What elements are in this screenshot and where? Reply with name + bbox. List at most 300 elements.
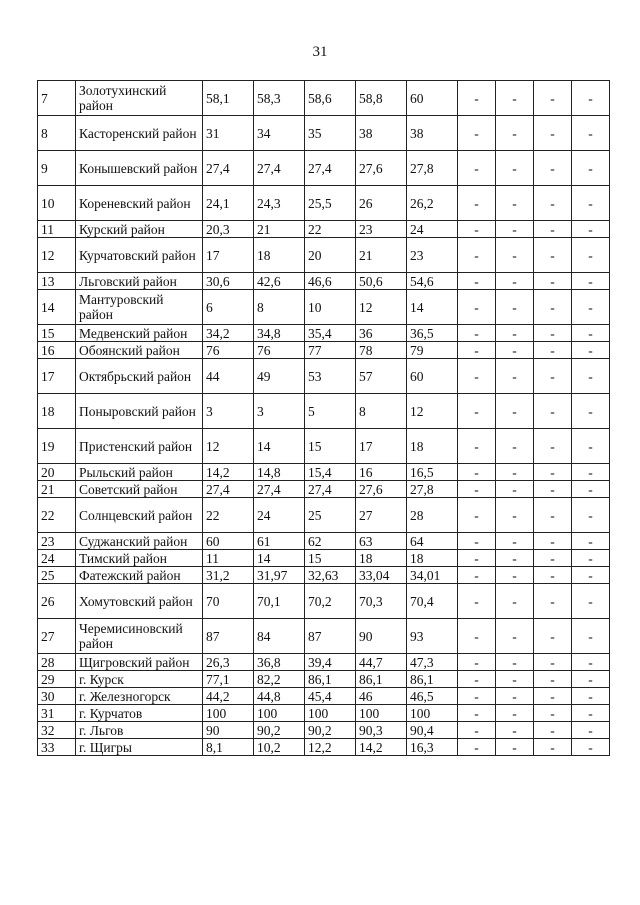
value-cell: 70,2 [305,584,356,619]
dash-cell: - [534,325,572,342]
dash-cell: - [534,151,572,186]
table-row [38,116,610,151]
value-cell: 36,8 [254,654,305,671]
value-cell: 31,2 [203,567,254,584]
dash-cell: - [534,464,572,481]
table-row [38,290,610,325]
value-cell: 64 [407,533,458,550]
value-cell: 39,4 [305,654,356,671]
value-cell: 27,4 [305,151,356,186]
district-name-cell: Курский район [76,221,203,238]
district-name-cell: г. Курск [76,671,203,688]
district-name-cell: г. Железногорск [76,688,203,705]
table-row [38,688,610,705]
district-name-cell: Конышевский район [76,151,203,186]
district-name-cell: Суджанский район [76,533,203,550]
value-cell: 44,8 [254,688,305,705]
dash-cell: - [496,619,534,654]
dash-cell: - [458,359,496,394]
dash-cell: - [458,654,496,671]
row-number-cell: 9 [38,151,76,186]
dash-cell: - [534,739,572,756]
dash-cell: - [496,290,534,325]
dash-cell: - [572,671,610,688]
value-cell: 77,1 [203,671,254,688]
district-name-cell: Касторенский район [76,116,203,151]
value-cell: 24,1 [203,186,254,221]
value-cell: 87 [305,619,356,654]
value-cell: 27,8 [407,151,458,186]
value-cell: 34,8 [254,325,305,342]
dash-cell: - [458,186,496,221]
value-cell: 70,1 [254,584,305,619]
dash-cell: - [496,238,534,273]
dash-cell: - [572,325,610,342]
dash-cell: - [496,688,534,705]
row-number-cell: 7 [38,81,76,116]
value-cell: 3 [203,394,254,429]
value-cell: 42,6 [254,273,305,290]
dash-cell: - [458,705,496,722]
district-name-cell: Обоянский район [76,342,203,359]
dash-cell: - [496,342,534,359]
dash-cell: - [458,290,496,325]
dash-cell: - [572,221,610,238]
value-cell: 33,04 [356,567,407,584]
dash-cell: - [496,481,534,498]
value-cell: 76 [254,342,305,359]
value-cell: 90,3 [356,722,407,739]
value-cell: 76 [203,342,254,359]
page-number: 31 [312,44,328,60]
dash-cell: - [496,273,534,290]
dash-cell: - [572,498,610,533]
value-cell: 22 [203,498,254,533]
value-cell: 63 [356,533,407,550]
value-cell: 58,8 [356,81,407,116]
value-cell: 58,6 [305,81,356,116]
value-cell: 44 [203,359,254,394]
dash-cell: - [458,429,496,464]
dash-cell: - [458,498,496,533]
dash-cell: - [534,238,572,273]
dash-cell: - [534,342,572,359]
dash-cell: - [496,739,534,756]
value-cell: 12,2 [305,739,356,756]
dash-cell: - [458,739,496,756]
value-cell: 18 [254,238,305,273]
dash-cell: - [458,394,496,429]
value-cell: 12 [356,290,407,325]
value-cell: 54,6 [407,273,458,290]
dash-cell: - [496,498,534,533]
dash-cell: - [496,151,534,186]
dash-cell: - [534,533,572,550]
dash-cell: - [572,429,610,464]
district-name-cell: Солнцевский район [76,498,203,533]
dash-cell: - [458,619,496,654]
dash-cell: - [534,429,572,464]
row-number-cell: 33 [38,739,76,756]
row-number-cell: 8 [38,116,76,151]
value-cell: 53 [305,359,356,394]
dash-cell: - [572,273,610,290]
district-name-cell: г. Курчатов [76,705,203,722]
table-row [38,273,610,290]
dash-cell: - [572,464,610,481]
district-name-cell: Советский район [76,481,203,498]
dash-cell: - [458,238,496,273]
district-name-cell: Курчатовский район [76,238,203,273]
district-name-cell: Октябрьский район [76,359,203,394]
value-cell: 14,8 [254,464,305,481]
value-cell: 34,2 [203,325,254,342]
table-row [38,550,610,567]
value-cell: 90,2 [254,722,305,739]
value-cell: 93 [407,619,458,654]
value-cell: 21 [356,238,407,273]
dash-cell: - [572,722,610,739]
dash-cell: - [458,688,496,705]
table-row [38,705,610,722]
dash-cell: - [534,481,572,498]
row-number-cell: 31 [38,705,76,722]
dash-cell: - [572,342,610,359]
row-number-cell: 30 [38,688,76,705]
value-cell: 100 [203,705,254,722]
dash-cell: - [534,186,572,221]
value-cell: 82,2 [254,671,305,688]
value-cell: 90 [356,619,407,654]
dash-cell: - [496,550,534,567]
value-cell: 47,3 [407,654,458,671]
value-cell: 44,7 [356,654,407,671]
dash-cell: - [458,116,496,151]
value-cell: 58,3 [254,81,305,116]
value-cell: 24,3 [254,186,305,221]
table-row [38,429,610,464]
dash-cell: - [534,688,572,705]
district-name-cell: Медвенский район [76,325,203,342]
value-cell: 27,4 [203,151,254,186]
dash-cell: - [572,394,610,429]
value-cell: 30,6 [203,273,254,290]
dash-cell: - [496,394,534,429]
dash-cell: - [496,705,534,722]
dash-cell: - [496,533,534,550]
district-name-cell: Золотухинский район [76,81,203,116]
value-cell: 90 [203,722,254,739]
district-name-cell: Мантуровский район [76,290,203,325]
value-cell: 6 [203,290,254,325]
row-number-cell: 12 [38,238,76,273]
value-cell: 38 [356,116,407,151]
value-cell: 62 [305,533,356,550]
value-cell: 14 [407,290,458,325]
district-name-cell: Щигровский район [76,654,203,671]
row-number-cell: 32 [38,722,76,739]
value-cell: 31 [203,116,254,151]
value-cell: 87 [203,619,254,654]
value-cell: 36 [356,325,407,342]
dash-cell: - [534,359,572,394]
dash-cell: - [458,221,496,238]
value-cell: 20 [305,238,356,273]
value-cell: 27,4 [305,481,356,498]
table-row [38,464,610,481]
district-name-cell: Тимский район [76,550,203,567]
table-row [38,722,610,739]
dash-cell: - [572,567,610,584]
dash-cell: - [572,481,610,498]
district-name-cell: Рыльский район [76,464,203,481]
value-cell: 46,5 [407,688,458,705]
dash-cell: - [496,722,534,739]
dash-cell: - [534,221,572,238]
district-name-cell: Черемисиновский район [76,619,203,654]
value-cell: 70,3 [356,584,407,619]
value-cell: 16 [356,464,407,481]
value-cell: 50,6 [356,273,407,290]
value-cell: 27,4 [254,481,305,498]
table-row [38,238,610,273]
value-cell: 79 [407,342,458,359]
value-cell: 35,4 [305,325,356,342]
value-cell: 60 [407,359,458,394]
value-cell: 27,4 [254,151,305,186]
dash-cell: - [572,584,610,619]
value-cell: 36,5 [407,325,458,342]
value-cell: 57 [356,359,407,394]
value-cell: 46,6 [305,273,356,290]
dash-cell: - [534,550,572,567]
value-cell: 5 [305,394,356,429]
row-number-cell: 27 [38,619,76,654]
dash-cell: - [534,81,572,116]
value-cell: 78 [356,342,407,359]
dash-cell: - [534,654,572,671]
value-cell: 26,2 [407,186,458,221]
district-name-cell: Хомутовский район [76,584,203,619]
dash-cell: - [496,186,534,221]
value-cell: 25 [305,498,356,533]
dash-cell: - [534,394,572,429]
value-cell: 34,01 [407,567,458,584]
value-cell: 15 [305,429,356,464]
dash-cell: - [458,533,496,550]
table-row [38,221,610,238]
value-cell: 27,4 [203,481,254,498]
value-cell: 38 [407,116,458,151]
value-cell: 24 [407,221,458,238]
value-cell: 14 [254,550,305,567]
value-cell: 34 [254,116,305,151]
dash-cell: - [496,81,534,116]
dash-cell: - [496,464,534,481]
value-cell: 90,2 [305,722,356,739]
row-number-cell: 21 [38,481,76,498]
dash-cell: - [572,290,610,325]
dash-cell: - [534,290,572,325]
value-cell: 18 [356,550,407,567]
value-cell: 46 [356,688,407,705]
dash-cell: - [496,567,534,584]
table-row [38,325,610,342]
dash-cell: - [496,221,534,238]
value-cell: 90,4 [407,722,458,739]
table-row [38,567,610,584]
value-cell: 16,5 [407,464,458,481]
table-row [38,619,610,654]
dash-cell: - [572,550,610,567]
dash-cell: - [534,705,572,722]
value-cell: 12 [203,429,254,464]
table-row [38,394,610,429]
value-cell: 27,6 [356,151,407,186]
district-name-cell: г. Льгов [76,722,203,739]
value-cell: 32,63 [305,567,356,584]
value-cell: 12 [407,394,458,429]
data-table [37,80,610,756]
value-cell: 17 [356,429,407,464]
district-name-cell: г. Щигры [76,739,203,756]
row-number-cell: 15 [38,325,76,342]
dash-cell: - [496,116,534,151]
row-number-cell: 14 [38,290,76,325]
value-cell: 49 [254,359,305,394]
row-number-cell: 10 [38,186,76,221]
dash-cell: - [458,550,496,567]
value-cell: 26,3 [203,654,254,671]
row-number-cell: 16 [38,342,76,359]
dash-cell: - [572,654,610,671]
value-cell: 24 [254,498,305,533]
value-cell: 18 [407,429,458,464]
dash-cell: - [534,567,572,584]
dash-cell: - [534,116,572,151]
dash-cell: - [534,671,572,688]
value-cell: 8 [356,394,407,429]
table-row [38,584,610,619]
dash-cell: - [572,705,610,722]
row-number-cell: 25 [38,567,76,584]
row-number-cell: 11 [38,221,76,238]
dash-cell: - [572,151,610,186]
value-cell: 86,1 [407,671,458,688]
table-row [38,342,610,359]
dash-cell: - [496,654,534,671]
dash-cell: - [572,81,610,116]
value-cell: 20,3 [203,221,254,238]
dash-cell: - [534,273,572,290]
dash-cell: - [534,498,572,533]
value-cell: 14 [254,429,305,464]
dash-cell: - [534,722,572,739]
value-cell: 25,5 [305,186,356,221]
district-name-cell: Кореневский район [76,186,203,221]
row-number-cell: 22 [38,498,76,533]
dash-cell: - [458,325,496,342]
dash-cell: - [572,116,610,151]
row-number-cell: 28 [38,654,76,671]
district-name-cell: Поныровский район [76,394,203,429]
row-number-cell: 19 [38,429,76,464]
value-cell: 70 [203,584,254,619]
value-cell: 28 [407,498,458,533]
row-number-cell: 26 [38,584,76,619]
value-cell: 10 [305,290,356,325]
value-cell: 100 [254,705,305,722]
value-cell: 86,1 [305,671,356,688]
dash-cell: - [458,464,496,481]
value-cell: 31,97 [254,567,305,584]
dash-cell: - [572,533,610,550]
value-cell: 27,8 [407,481,458,498]
value-cell: 14,2 [203,464,254,481]
table-row [38,739,610,756]
dash-cell: - [572,619,610,654]
dash-cell: - [496,584,534,619]
table-row [38,654,610,671]
row-number-cell: 24 [38,550,76,567]
value-cell: 60 [407,81,458,116]
dash-cell: - [458,81,496,116]
dash-cell: - [496,325,534,342]
table-row [38,671,610,688]
table-row [38,186,610,221]
value-cell: 35 [305,116,356,151]
dash-cell: - [496,429,534,464]
value-cell: 58,1 [203,81,254,116]
value-cell: 3 [254,394,305,429]
row-number-cell: 20 [38,464,76,481]
value-cell: 15 [305,550,356,567]
value-cell: 100 [305,705,356,722]
value-cell: 8 [254,290,305,325]
dash-cell: - [458,342,496,359]
dash-cell: - [458,722,496,739]
value-cell: 11 [203,550,254,567]
table-row [38,359,610,394]
value-cell: 60 [203,533,254,550]
table-row [38,533,610,550]
dash-cell: - [572,359,610,394]
row-number-cell: 29 [38,671,76,688]
value-cell: 77 [305,342,356,359]
dash-cell: - [458,481,496,498]
value-cell: 27 [356,498,407,533]
value-cell: 10,2 [254,739,305,756]
value-cell: 44,2 [203,688,254,705]
district-name-cell: Пристенский район [76,429,203,464]
value-cell: 17 [203,238,254,273]
value-cell: 86,1 [356,671,407,688]
value-cell: 8,1 [203,739,254,756]
table-row [38,81,610,116]
value-cell: 22 [305,221,356,238]
dash-cell: - [572,688,610,705]
district-name-cell: Льговский район [76,273,203,290]
table-body [38,81,610,756]
value-cell: 45,4 [305,688,356,705]
table-row [38,498,610,533]
value-cell: 27,6 [356,481,407,498]
value-cell: 16,3 [407,739,458,756]
row-number-cell: 18 [38,394,76,429]
value-cell: 21 [254,221,305,238]
value-cell: 70,4 [407,584,458,619]
district-name-cell: Фатежский район [76,567,203,584]
